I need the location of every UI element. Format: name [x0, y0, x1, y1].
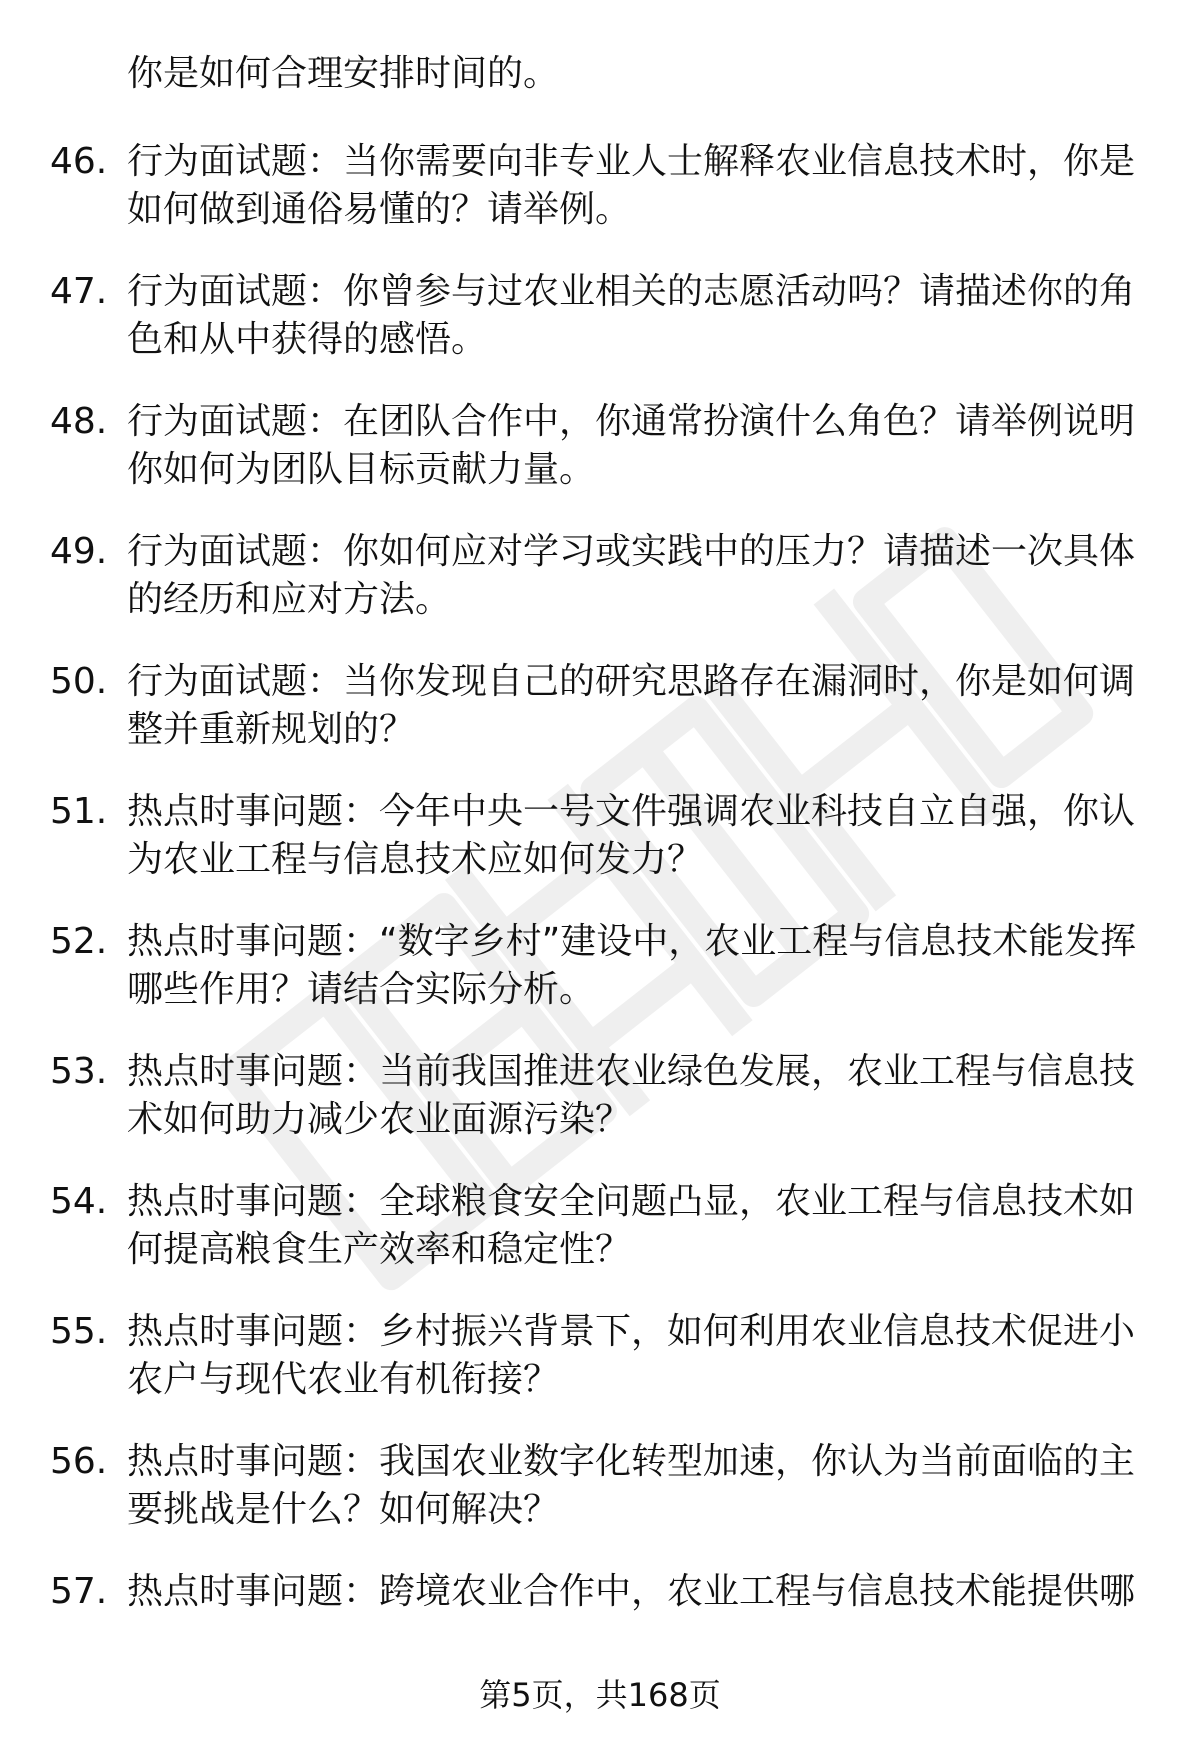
list-item: [0, 268, 1147, 364]
item-text: 行为面试题：在团队合作中，你通常扮演什么角色？请举例说明你如何为团队目标贡献力量。: [127, 401, 1136, 490]
list-item: [0, 528, 1147, 624]
item-number: 50.: [50, 661, 108, 702]
question-list: [0, 138, 1200, 1616]
list-item: [0, 788, 1147, 884]
list-item: [0, 398, 1147, 494]
list-item: [0, 1438, 1147, 1534]
item-number: 52.: [50, 921, 108, 962]
item-number: 53.: [50, 1051, 108, 1092]
list-item: [0, 658, 1147, 754]
item-text: 行为面试题：你如何应对学习或实践中的压力？请描述一次具体的经历和应对方法。: [127, 531, 1136, 620]
item-number: 51.: [50, 791, 108, 832]
item-number: 55.: [50, 1311, 108, 1352]
item-number: 46.: [50, 141, 108, 182]
list-item: [0, 1308, 1147, 1404]
list-item: [0, 1568, 1147, 1616]
item-text: 行为面试题：你曾参与过农业相关的志愿活动吗？请描述你的角色和从中获得的感悟。: [127, 271, 1136, 360]
item-number: 57.: [50, 1571, 108, 1612]
list-item: [0, 918, 1147, 1014]
item-number: 56.: [50, 1441, 108, 1482]
item-text: 热点时事问题：跨境农业合作中，农业工程与信息技术能提供哪: [127, 1571, 1136, 1612]
item-text: 热点时事问题：“数字乡村”建设中，农业工程与信息技术能发挥哪些作用？请结合实际分析。: [127, 921, 1137, 1010]
item-number: 47.: [50, 271, 108, 312]
item-number: 49.: [50, 531, 108, 572]
item-text: 行为面试题：当你需要向非专业人士解释农业信息技术时，你是如何做到通俗易懂的？请举例。: [127, 141, 1136, 230]
item-text: 热点时事问题：全球粮食安全问题凸显，农业工程与信息技术如何提高粮食生产效率和稳定性？: [127, 1181, 1136, 1270]
page-footer: 第5页，共168页: [479, 1676, 721, 1714]
continuation-text: 你是如何合理安排时间的。: [127, 53, 560, 94]
document-body: [0, 50, 1200, 1650]
item-text: 热点时事问题：当前我国推进农业绿色发展，农业工程与信息技术如何助力减少农业面源污染？: [127, 1051, 1136, 1140]
item-text: 热点时事问题：我国农业数字化转型加速，你认为当前面临的主要挑战是什么？如何解决？: [127, 1441, 1136, 1530]
item-text: 热点时事问题：乡村振兴背景下，如何利用农业信息技术促进小农户与现代农业有机衔接？: [127, 1311, 1136, 1400]
item-number: 54.: [50, 1181, 108, 1222]
item-text: 行为面试题：当你发现自己的研究思路存在漏洞时，你是如何调整并重新规划的？: [127, 661, 1136, 750]
list-item: [0, 138, 1147, 234]
list-item: [0, 1048, 1147, 1144]
item-text: 热点时事问题：今年中央一号文件强调农业科技自立自强，你认为农业工程与信息技术应如何发力？: [127, 791, 1136, 880]
list-item: [0, 1178, 1147, 1274]
item-number: 48.: [50, 401, 108, 442]
